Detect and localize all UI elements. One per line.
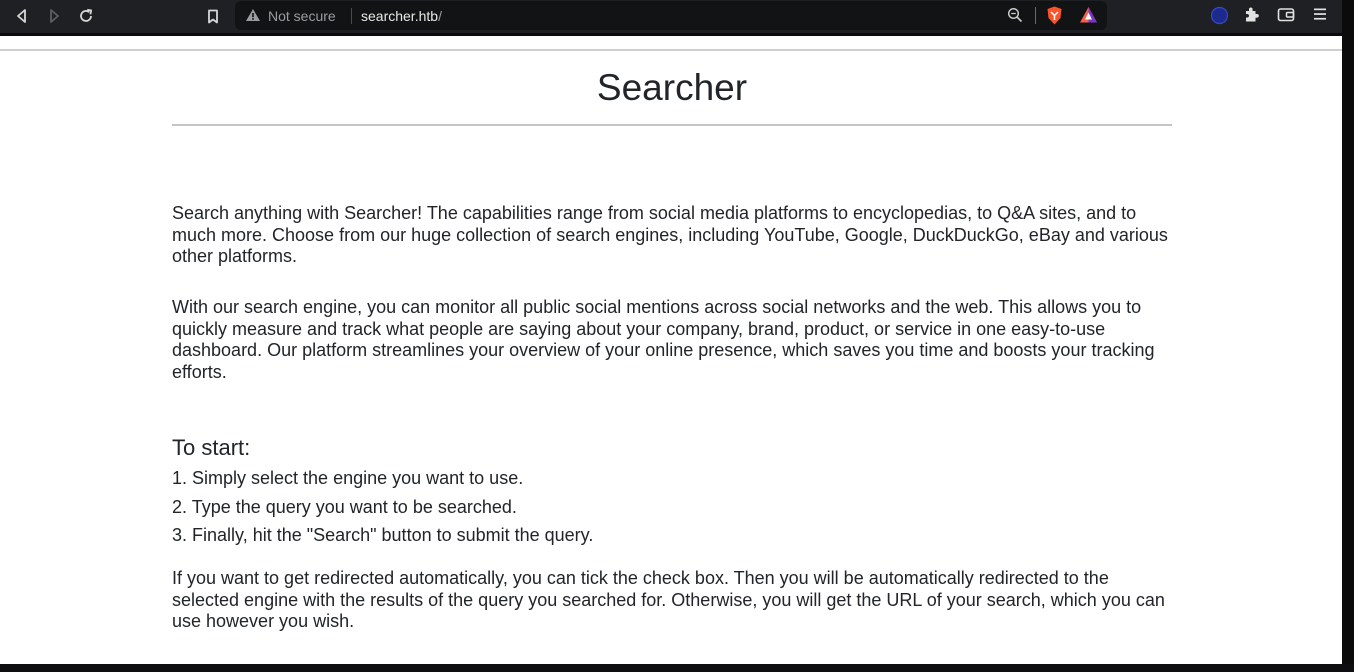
- bookmark-icon: [207, 9, 219, 24]
- brave-shield-icon[interactable]: [1046, 6, 1063, 25]
- reload-button[interactable]: [74, 5, 98, 27]
- page-top-border: [0, 49, 1342, 51]
- url-separator: [351, 8, 352, 24]
- back-button[interactable]: [10, 5, 34, 27]
- window-edge: [1342, 0, 1354, 672]
- wallet-icon[interactable]: [1277, 6, 1295, 23]
- web-page: [0, 36, 1342, 664]
- brave-rewards-icon[interactable]: [1079, 6, 1098, 24]
- url-host: searcher.htb: [361, 8, 439, 24]
- step-item: 3. Finally, hit the "Search" button to submit the query.: [172, 525, 594, 545]
- redirect-paragraph: If you want to get redirected automatically, you can tick the check box. Then you will be automatically redirected to the selected engine with the results of the query you searched for. Otherwise, you will get the URL of your search, which you can use however you wish.: [172, 568, 1165, 632]
- monitor-paragraph: With our search engine, you can monitor all public social mentions across social networks and the web. This allows you to quickly measure and track what people are saying about your company, brand, product, or service in one easy-to-use dashboard. Our platform streamlines your overview of your online presence, which saves you time and boosts your tracking efforts.: [172, 297, 1155, 383]
- back-icon: [15, 9, 29, 23]
- url-path: /: [438, 8, 442, 24]
- browser-toolbar: [0, 0, 1342, 33]
- forward-icon: [47, 9, 61, 23]
- taskbar-strip: [0, 664, 1354, 672]
- vpn-icon[interactable]: [1210, 6, 1229, 25]
- start-heading: To start:: [172, 435, 251, 460]
- intro-paragraph: Search anything with Searcher! The capabilities range from social media platforms to encyclopedias, to Q&A sites, and to much more. Choose from our huge collection of search engines, including YouTube, Google, DuckDuckGo, eBay and various other platforms.: [172, 203, 1168, 267]
- page-title: Searcher: [596, 67, 748, 108]
- url-separator-2: [1035, 7, 1036, 24]
- extensions-icon[interactable]: [1243, 6, 1260, 24]
- title-divider: [172, 124, 1172, 126]
- bookmark-button[interactable]: [201, 5, 225, 27]
- url-text[interactable]: [361, 8, 442, 24]
- reload-icon: [78, 8, 94, 24]
- step-item: 1. Simply select the engine you want to use.: [172, 468, 524, 488]
- menu-icon[interactable]: [1313, 6, 1327, 22]
- zoom-icon[interactable]: [1007, 7, 1023, 23]
- step-item: 2. Type the query you want to be searched.: [172, 497, 517, 517]
- forward-button[interactable]: [42, 5, 66, 27]
- not-secure-label[interactable]: Not secure: [268, 8, 336, 24]
- warning-icon[interactable]: [245, 8, 261, 22]
- address-bar[interactable]: [235, 1, 1107, 30]
